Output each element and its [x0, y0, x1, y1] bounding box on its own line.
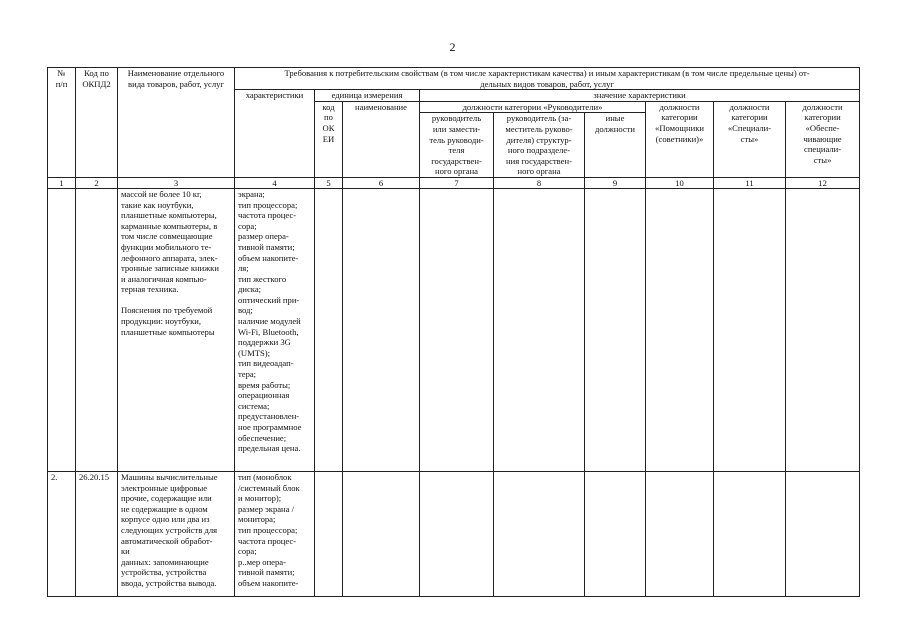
column-number: 5 — [315, 177, 343, 188]
empty-cell — [646, 188, 714, 471]
header-unit-name: наименование — [343, 101, 420, 177]
row-characteristics: тип (моноблок /системный блок и монитор); размер экрана / монитора; тип процессора; частота процес- сора; р..мер опера- тивной памяти; объем накопите- — [235, 471, 315, 596]
empty-cell — [315, 471, 343, 596]
empty-cell — [585, 471, 646, 596]
header-requirements: Требования к потребительским свойствам (в том числе характеристикам качества) и иным характеристикам (в том числе предельные цены) от- дельных видов товаров, работ, услуг — [235, 68, 860, 90]
row-characteristics: экрана; тип процессора; частота процес- сора; размер опера- тивной памяти; объем накопите- ля; тип жесткого диска; оптический при- вод; наличие модулей Wi-Fi, Bluetooth, поддержки 3G (UMTS); тип видеоадап- тера; время работы; операционная система; предустановлен- ное программное обеспечение; предельная цена. — [235, 188, 315, 471]
header-row-1 — [48, 68, 860, 90]
header-specialists: должности категории «Специали- сты» — [714, 101, 786, 177]
empty-cell — [786, 471, 860, 596]
empty-cell — [343, 188, 420, 471]
empty-cell — [646, 471, 714, 596]
column-number: 7 — [420, 177, 494, 188]
empty-cell — [315, 188, 343, 471]
column-number-row — [48, 177, 860, 188]
row-code: 26.20.15 — [76, 471, 118, 596]
empty-cell — [494, 188, 585, 471]
row-num: 2. — [48, 471, 76, 596]
empty-cell — [420, 188, 494, 471]
header-managers: должности категории «Руководители» — [420, 101, 646, 113]
column-number: 12 — [786, 177, 860, 188]
column-number: 8 — [494, 177, 585, 188]
row-name: Машины вычислительные электронные цифровые прочие, содержащие или не содержащие в одном корпусе одно или два из следующих устройств для автоматической обработ- ки данных: запоминающие устройства, устройства ввода, устройства вывода. — [118, 471, 235, 596]
row-num — [48, 188, 76, 471]
table-row — [48, 471, 860, 596]
page-number: 2 — [449, 40, 456, 54]
requirements-table — [47, 67, 860, 597]
empty-cell — [343, 471, 420, 596]
header-unit: единица измерения — [315, 90, 420, 102]
column-number: 3 — [118, 177, 235, 188]
header-assistants: должности категории «Помощники (советники)» — [646, 101, 714, 177]
header-value: значение характеристики — [420, 90, 860, 102]
header-head-of-division: руководитель (за- меститель руково- дителя) структур- ного подразделе- ния государствен- ного органа — [494, 113, 585, 178]
empty-cell — [420, 471, 494, 596]
empty-cell — [714, 471, 786, 596]
column-number: 1 — [48, 177, 76, 188]
row-code — [76, 188, 118, 471]
column-number: 2 — [76, 177, 118, 188]
header-other-positions: иные должности — [585, 113, 646, 178]
empty-cell — [494, 471, 585, 596]
empty-cell — [714, 188, 786, 471]
empty-cell — [585, 188, 646, 471]
column-number: 11 — [714, 177, 786, 188]
header-support: должности категории «Обеспе- чивающие специали- сты» — [786, 101, 860, 177]
header-characteristics: характеристики — [235, 90, 315, 178]
header-name: Наименование отдельного вида товаров, работ, услуг — [118, 68, 235, 178]
header-num: № п/п — [48, 68, 76, 178]
empty-cell — [786, 188, 860, 471]
header-head-of-body: руководитель или замести- тель руководи- теля государствен- ного органа — [420, 113, 494, 178]
table-row — [48, 188, 860, 471]
header-okpd: Код по ОКПД2 — [76, 68, 118, 178]
header-unit-code: код по ОК ЕИ — [315, 101, 343, 177]
row-name: массой не более 10 кг, такие как ноутбуки, планшетные компьютеры, карманные компьютеры, в том числе совмещающие функции мобильного те- лефонного аппарата, элек- тронные записные книжки и аналогичная компью- терная техника. Пояснения по требуемой продукции: ноутбуки, планшетные компьютеры — [118, 188, 235, 471]
column-number: 6 — [343, 177, 420, 188]
column-number: 9 — [585, 177, 646, 188]
column-number: 10 — [646, 177, 714, 188]
column-number: 4 — [235, 177, 315, 188]
